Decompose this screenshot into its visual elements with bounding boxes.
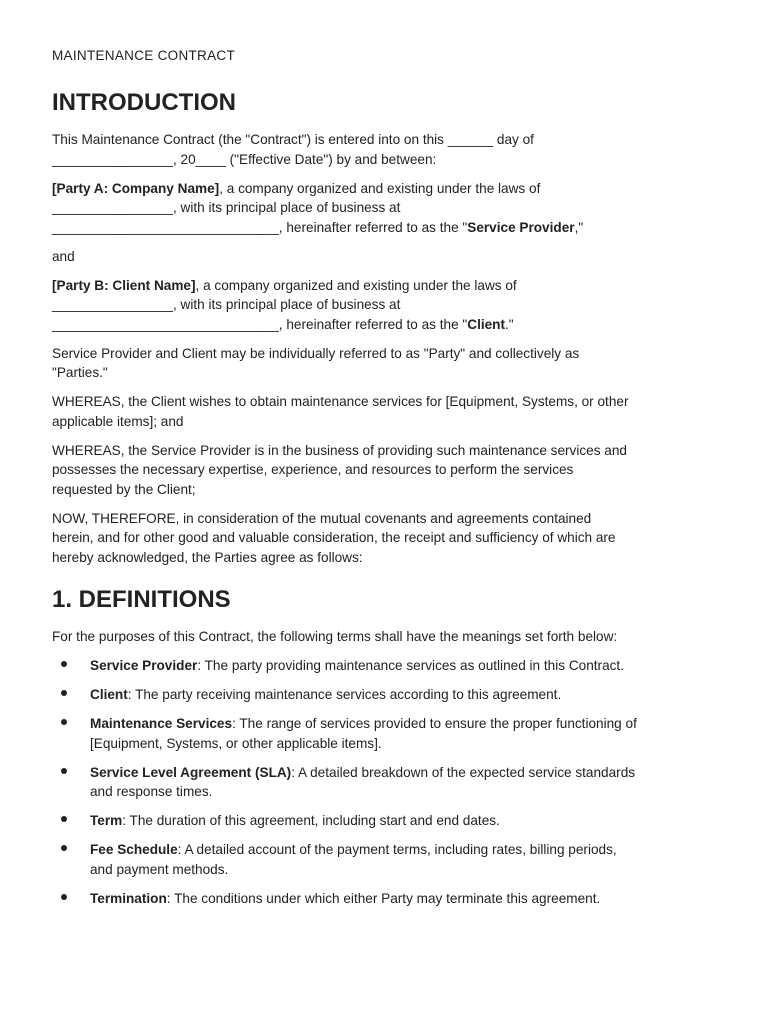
definition-text-line-2: [Equipment, Systems, or other applicable items].	[90, 735, 382, 751]
definition-text-line-2: and payment methods.	[90, 861, 229, 877]
list-item	[52, 763, 718, 802]
whereas-2-line-3: requested by the Client;	[52, 481, 196, 497]
party-b-paragraph	[52, 276, 718, 335]
party-a-paragraph	[52, 179, 718, 238]
whereas-1-line-2: applicable items]; and	[52, 413, 184, 429]
list-item	[52, 889, 718, 909]
definitions-list	[52, 656, 718, 908]
definition-term: Service Level Agreement (SLA)	[90, 764, 292, 780]
party-b-label: [Party B: Client Name]	[52, 277, 196, 293]
definition-term: Client	[90, 687, 128, 702]
whereas-2-paragraph	[52, 441, 718, 500]
party-a-line-3-end: ,"	[574, 219, 584, 235]
definition-text: : The range of services provided to ensure the proper functioning of	[232, 716, 637, 731]
definition-text: : A detailed breakdown of the expected service standards	[291, 764, 636, 780]
whereas-2-line-1: WHEREAS, the Service Provider is in the business of providing such maintenance services and	[52, 442, 627, 458]
bullet-icon	[61, 661, 67, 667]
party-a-line-1: , a company organized and existing under the laws of	[219, 180, 541, 196]
party-b-line-3-end: ."	[505, 316, 514, 332]
definition-term: Maintenance Services	[90, 716, 233, 731]
parties-paragraph	[52, 344, 718, 383]
definition-term: Termination	[90, 890, 167, 906]
party-a-line-3: ______________________________, hereinafter referred to as the "	[52, 219, 468, 235]
now-line-2: herein, and for other good and valuable consideration, the receipt and sufficiency of which are	[52, 530, 616, 545]
parties-line-2: "Parties."	[52, 365, 108, 380]
bullet-icon	[61, 719, 67, 725]
party-b-line-1: , a company organized and existing under the laws of	[195, 277, 517, 293]
list-item	[52, 714, 718, 753]
bullet-icon	[61, 690, 67, 696]
definitions-intro: For the purposes of this Contract, the following terms shall have the meanings set forth below:	[52, 629, 618, 644]
definitions-heading: 1. DEFINITIONS	[52, 586, 231, 613]
list-item	[52, 656, 718, 676]
party-b-line-3: ______________________________, hereinafter referred to as the "	[52, 316, 468, 332]
now-line-1: NOW, THEREFORE, in consideration of the mutual covenants and agreements contained	[52, 510, 592, 526]
bullet-icon	[61, 768, 67, 774]
bullet-icon	[61, 845, 67, 851]
party-b-line-2: ________________, with its principal place of business at	[52, 297, 401, 312]
definition-term: Term	[90, 813, 123, 828]
party-a-term: Service Provider	[467, 219, 575, 235]
list-item	[52, 685, 718, 705]
whereas-2-line-2: possesses the necessary expertise, experience, and resources to perform the services	[52, 462, 574, 477]
definition-text-line-2: and response times.	[90, 784, 213, 799]
definition-text: : The conditions under which either Party may terminate this agreement.	[166, 890, 601, 906]
party-a-line-2: ________________, with its principal place of business at	[52, 200, 401, 215]
intro-line-2: ________________, 20____ ("Effective Date") by and between:	[52, 151, 437, 167]
now-line-3: hereby acknowledged, the Parties agree as follows:	[52, 549, 363, 565]
document-header: MAINTENANCE CONTRACT	[52, 48, 236, 63]
list-item	[52, 840, 718, 879]
introduction-heading: INTRODUCTION	[52, 89, 236, 116]
now-therefore-paragraph	[52, 509, 718, 568]
intro-paragraph	[52, 130, 718, 169]
list-item	[52, 811, 718, 831]
and-paragraph: and	[52, 248, 75, 264]
definition-term: Service Provider	[90, 658, 198, 673]
definition-term: Fee Schedule	[90, 842, 178, 857]
parties-line-1: Service Provider and Client may be individually referred to as "Party" and collectively as	[52, 345, 580, 361]
definition-text: : The duration of this agreement, including start and end dates.	[122, 813, 500, 828]
party-b-term: Client	[467, 316, 506, 332]
whereas-1-line-1: WHEREAS, the Client wishes to obtain maintenance services for [Equipment, Systems, or other	[52, 394, 629, 409]
definition-text: : The party receiving maintenance services according to this agreement.	[127, 687, 562, 702]
intro-line-1: This Maintenance Contract (the "Contract") is entered into on this ______ day of	[52, 132, 534, 147]
whereas-1-paragraph	[52, 392, 718, 431]
bullet-icon	[61, 894, 67, 900]
definition-text: : A detailed account of the payment terms, including rates, billing periods,	[177, 842, 617, 857]
bullet-icon	[61, 816, 67, 822]
party-a-label: [Party A: Company Name]	[52, 180, 220, 196]
definition-text: : The party providing maintenance services as outlined in this Contract.	[197, 658, 624, 673]
